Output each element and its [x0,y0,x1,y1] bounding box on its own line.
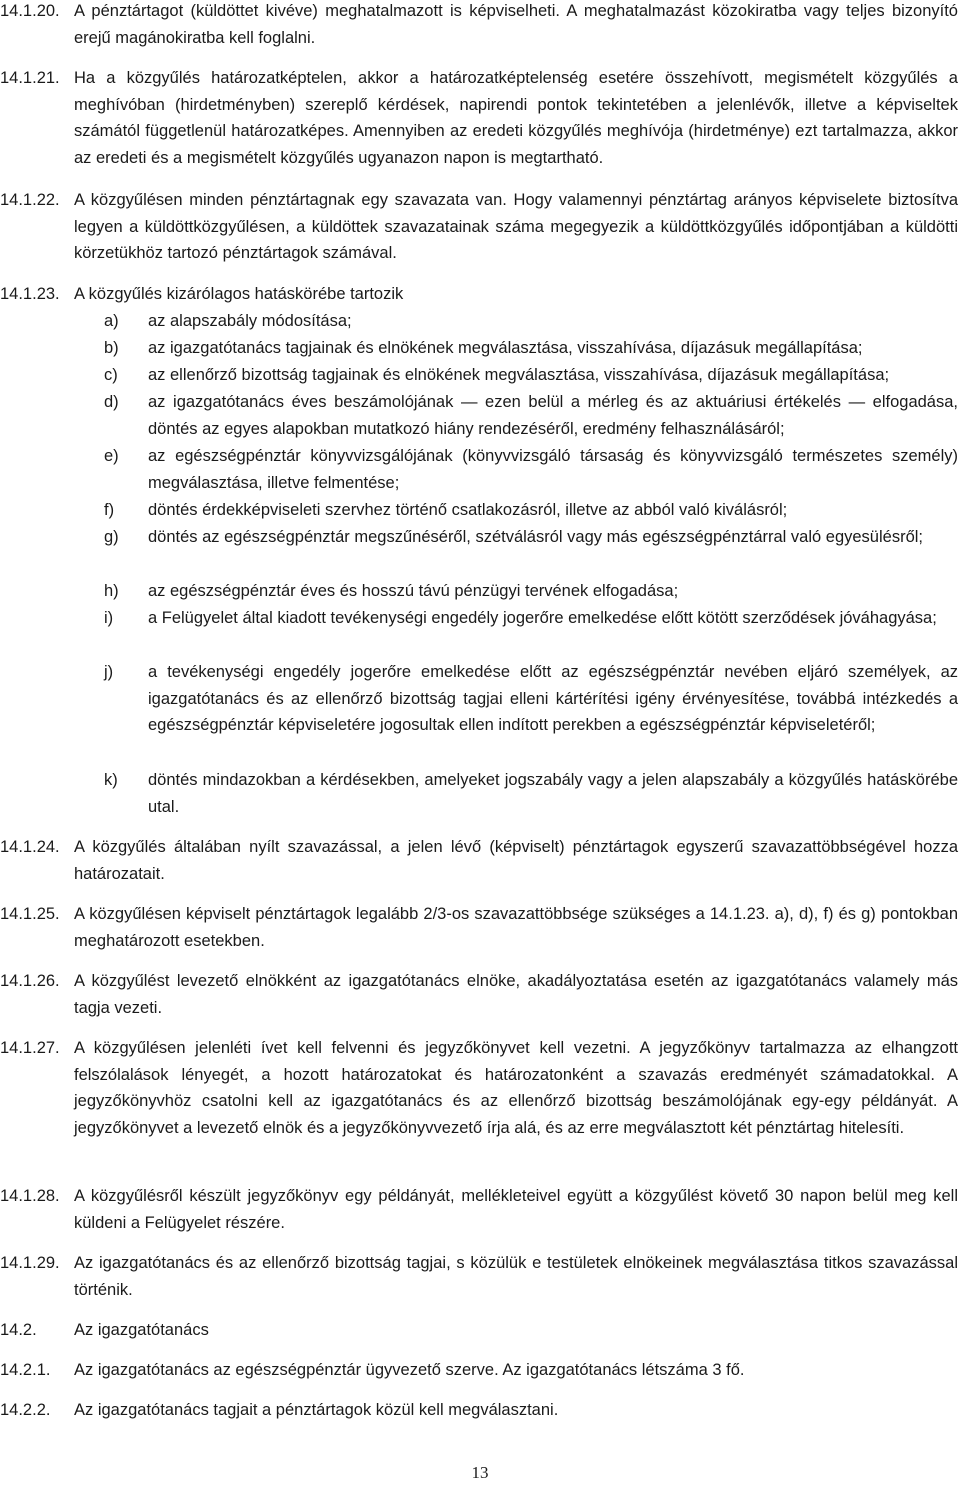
list-item-text: döntés érdekképviseleti szervhez történő csatlakozásról, illetve az abból való kiválásról; [148,501,788,519]
paragraph-14-1-26 [0,968,958,1021]
list-item-text: az egészségpénztár éves és hosszú távú pénzügyi tervének elfogadása; [148,582,679,600]
list-item-f [74,497,958,524]
list-item-k [74,767,958,820]
paragraph-text: A pénztártagot (küldöttet kivéve) meghatalmazott is képviselheti. A meghatalmazást közokiratba vagy teljes bizonyító erejű magánokiratba kell foglalni. [74,2,958,47]
paragraph-text: A közgyűlésről készült jegyzőkönyv egy példányát, mellékleteivel együtt a közgyűlést követő 30 napon belül meg kell küldeni a Felügyelet részére. [74,1187,958,1232]
list-item-text: döntés mindazokban a kérdésekben, amelyeket jogszabály vagy a jelen alapszabály a közgyűlés hatáskörébe utal. [148,771,958,816]
list-item-e [74,443,958,496]
list-item-label: g) [104,528,119,546]
list-item-b [74,335,958,362]
list-item-label: e) [104,447,119,465]
paragraph-14-1-24 [0,834,958,887]
list-item-text: az ellenőrző bizottság tagjainak és elnökének megválasztása, visszahívása, díjazásuk megállapítása; [148,366,890,384]
paragraph-number: 14.1.26. [0,972,60,990]
section-heading-14-2 [0,1317,958,1344]
list-item-text: az egészségpénztár könyvvizsgálójának (könyvvizsgáló társaság és könyvvizsgáló természetes személy) megválasztása, illetve felmentése; [148,447,958,492]
paragraph-text: A közgyűlésen jelenléti ívet kell felvenni és jegyzőkönyvet kell vezetni. A jegyzőkönyv tartalmazza az elhangzott felszólalások lényegét, a hozott határozatokat és határozatonként a szavazás eredményét számadatokkal. A jegyzőkönyvhöz csatolni kell az igazgatótanács és az ellenőrző bizottság beszámolójának egy-egy példányát. A jegyzőkönyvet a levezető elnök és a jegyzőkönyvvezető írja alá, és az erre megválasztott két pénztártag hitelesíti. [74,1039,958,1137]
list-item-label: i) [104,609,114,627]
list-item-label: h) [104,582,119,600]
paragraph-number: 14.2.2. [0,1401,51,1419]
paragraph-text: A közgyűlés általában nyílt szavazással, a jelen lévő (képviselt) pénztártagok egyszerű szavazattöbbségével hozza határozatait. [74,838,958,883]
list-item-d [74,389,958,442]
paragraph-14-1-23 [0,281,958,308]
list-item-label: f) [104,501,115,519]
list-item-text: döntés az egészségpénztár megszűnéséről, szétválásról vagy más egészségpénztárral való egyesülésről; [148,528,924,546]
paragraph-number: 14.1.23. [0,285,60,303]
paragraph-14-1-28 [0,1183,958,1236]
paragraph-text: A közgyűlésen képviselt pénztártagok legalább 2/3-os szavazattöbbsége szükséges a 14.1.23. a), d), f) és g) pontokban meghatározott esetekben. [74,905,958,950]
list-item-j [74,659,958,739]
list-item-text: az igazgatótanács tagjainak és elnökének megválasztása, visszahívása, díjazásuk megállapítása; [148,339,863,357]
paragraph-number: 14.1.20. [0,2,60,20]
paragraph-14-1-25 [0,901,958,954]
paragraph-number: 14.1.27. [0,1039,60,1057]
list-item-a [74,308,958,335]
list-item-label: a) [104,312,119,330]
paragraph-text: A közgyűlés kizárólagos hatáskörébe tartozik [74,285,404,303]
paragraph-text: Ha a közgyűlés határozatképtelen, akkor a határozatképtelenség esetére összehívott, megismételt közgyűlés a meghívóban (hirdetményben) szereplő kérdések, napirendi pontok tekintetében a jelenlévők, illetve a képviseltek számától függetlenül határozatképes. Amennyiben az eredeti közgyűlés meghívója (hirdetménye) ezt tartalmazza, akkor az eredeti és a megismételt közgyűlés ugyanazon napon is megtartható. [74,69,958,167]
paragraph-number: 14.1.22. [0,191,60,209]
section-number: 14.2. [0,1321,37,1339]
list-item-label: d) [104,393,119,411]
paragraph-14-1-21 [0,65,958,171]
list-item-text: a Felügyelet által kiadott tevékenységi engedély jogerőre emelkedése előtt kötött szerződések jóváhagyása; [148,609,937,627]
list-item-label: b) [104,339,119,357]
page-number: 13 [471,1463,489,1482]
paragraph-14-2-2 [0,1397,958,1424]
paragraph-14-2-1 [0,1357,958,1384]
paragraph-number: 14.1.21. [0,69,60,87]
paragraph-number: 14.1.28. [0,1187,60,1205]
paragraph-text: A közgyűlésen minden pénztártagnak egy szavazata van. Hogy valamennyi pénztártag arányos képviselete biztosítva legyen a küldöttközgyűlésen, a küldöttek szavazatainak száma megegyezik a küldöttközgyűlés időpontjában a küldötti körzetükhöz tartozó pénztártagok számával. [74,191,958,262]
paragraph-text: Az igazgatótanács tagjait a pénztártagok közül kell megválasztani. [74,1401,559,1419]
list-item-label: k) [104,771,118,789]
paragraph-text: Az igazgatótanács az egészségpénztár ügyvezető szerve. Az igazgatótanács létszáma 3 fő. [74,1361,745,1379]
list-item-i [74,605,958,632]
list-item-label: j) [104,663,114,681]
list-item-label: c) [104,366,118,384]
list-item-c [74,362,958,389]
list-item-g [74,524,958,551]
paragraph-14-1-29 [0,1250,958,1303]
list-item-text: a tevékenységi engedély jogerőre emelkedése előtt az egészségpénztár nevében eljáró személyek, az igazgatótanács és az ellenőrző bizottság tagjai elleni kártérítési igény érvényesítése, továbbá intézkedés a egészségpénztár képviseletére jogosultak ellen indított perekben a egészségpénztár képviseletéről; [148,663,958,734]
list-item-h [74,578,958,605]
section-title: Az igazgatótanács [74,1321,209,1339]
paragraph-text: Az igazgatótanács és az ellenőrző bizottság tagjai, s közülük e testületek elnökeinek megválasztása titkos szavazással történik. [74,1254,958,1299]
list-item-text: az alapszabály módosítása; [148,312,352,330]
paragraph-14-1-20 [0,0,958,51]
paragraph-14-1-27 [0,1035,958,1141]
paragraph-number: 14.1.25. [0,905,60,923]
paragraph-text: A közgyűlést levezető elnökként az igazgatótanács elnöke, akadályoztatása esetén az igazgatótanács valamely más tagja vezeti. [74,972,958,1017]
paragraph-number: 14.1.24. [0,838,60,856]
paragraph-14-1-22 [0,187,958,267]
paragraph-number: 14.1.29. [0,1254,60,1272]
paragraph-number: 14.2.1. [0,1361,51,1379]
list-item-text: az igazgatótanács éves beszámolójának — ezen belül a mérleg és az aktuáriusi értékelés — elfogadása, döntés az egyes alapokban mutatkozó hiány rendezéséről, eredmény felhasználásáról; [148,393,958,438]
